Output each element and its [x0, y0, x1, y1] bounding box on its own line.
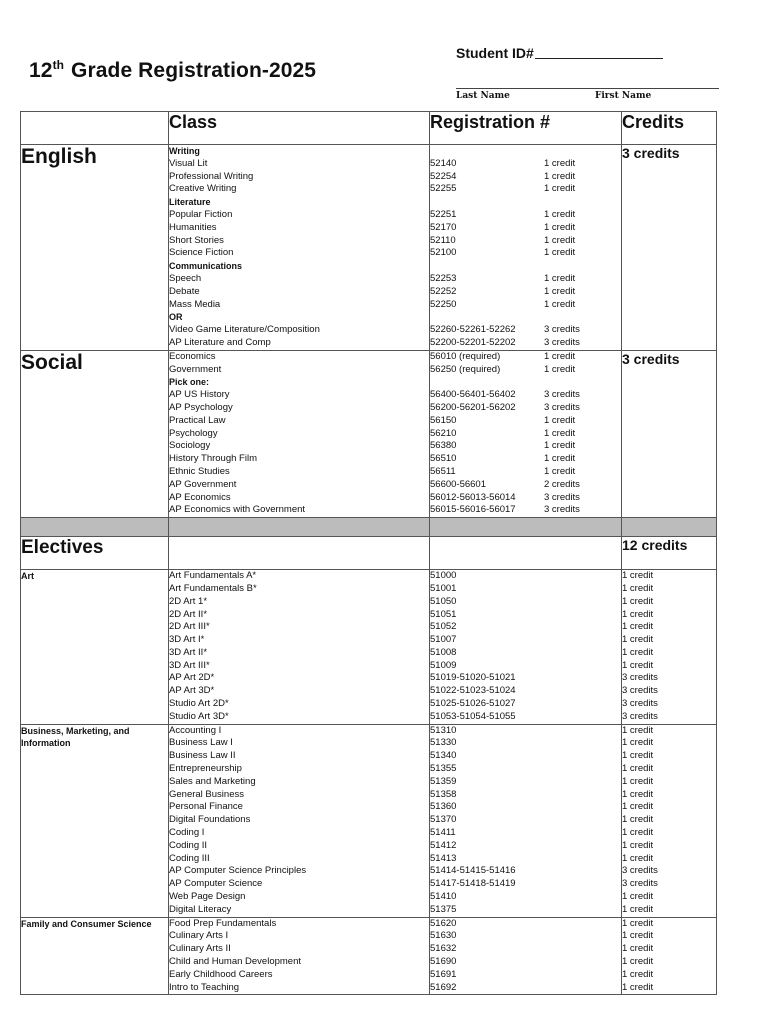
registration-entry — [430, 351, 621, 364]
class-name: 2D Art II* — [169, 608, 208, 620]
registration-number: 51410 — [430, 891, 457, 903]
credit-value: 1 credit — [622, 891, 654, 903]
registration-entry — [430, 209, 621, 222]
english-section — [21, 145, 717, 351]
registration-entry — [430, 324, 621, 337]
class-name: Coding III — [169, 852, 210, 864]
empty-cell — [430, 537, 622, 570]
class-list — [169, 724, 430, 917]
credit-value: 1 credit — [622, 801, 654, 813]
registration-number: 51053-51054-51055 — [430, 710, 516, 722]
registration-number: 51001 — [430, 582, 457, 594]
registration-number — [430, 260, 544, 273]
credit-value — [544, 311, 604, 324]
credit-value: 1 credit — [622, 943, 654, 955]
separator-cell — [21, 518, 169, 537]
credit-value: 3 credits — [544, 491, 580, 503]
credit-value: 1 credit — [622, 646, 654, 658]
credit-value: 3 credits — [622, 710, 658, 722]
class-name: Ethnic Studies — [169, 465, 230, 477]
class-name: Short Stories — [169, 234, 224, 246]
registration-entry — [430, 337, 621, 350]
registration-number: 51358 — [430, 788, 457, 800]
class-name: 3D Art I* — [169, 634, 205, 646]
page-title: 12th Grade Registration-2025 — [29, 58, 317, 82]
credit-value: 1 credit — [622, 981, 654, 993]
class-name: Early Childhood Careers — [169, 968, 273, 980]
credit-value: 1 credit — [544, 247, 576, 259]
class-name: Digital Literacy — [169, 903, 232, 915]
registration-number: 51692 — [430, 981, 457, 993]
registration-number: 56200-56201-56202 — [430, 401, 516, 413]
registration-number: 56010 (required) — [430, 350, 501, 362]
class-name: Culinary Arts I — [169, 930, 229, 942]
credits-header: Credits — [622, 112, 717, 145]
registration-entry — [430, 222, 621, 235]
registration-entry — [430, 299, 621, 312]
registration-number: 51022-51023-51024 — [430, 685, 516, 697]
registration-number: 51007 — [430, 634, 457, 646]
elective-group — [21, 570, 717, 725]
registration-entry — [430, 183, 621, 196]
credit-value: 1 credit — [622, 788, 654, 800]
class-name: Coding I — [169, 827, 205, 839]
registration-number: 51310 — [430, 724, 457, 736]
registration-number: 51414-51415-51416 — [430, 865, 516, 877]
registration-entry — [430, 273, 621, 286]
registration-number: 52253 — [430, 272, 457, 284]
class-name: Web Page Design — [169, 891, 246, 903]
registration-number: 56012-56013-56014 — [430, 491, 516, 503]
credit-value: 1 credit — [622, 956, 654, 968]
credit-value: 1 credit — [544, 298, 576, 310]
credit-value: 1 credit — [622, 839, 654, 851]
category-label: Communications — [169, 261, 243, 272]
class-name: Professional Writing — [169, 170, 254, 182]
registration-number: 56510 — [430, 453, 457, 465]
first-name-label: First Name — [595, 91, 652, 101]
credit-value: 1 credit — [544, 414, 576, 426]
credit-value: 1 credit — [544, 350, 576, 362]
registration-number: 51025-51026-51027 — [430, 698, 516, 710]
registration-number: 51000 — [430, 570, 457, 582]
registration-number — [430, 196, 544, 209]
credit-value: 1 credit — [544, 440, 576, 452]
registration-number: 51050 — [430, 595, 457, 607]
class-name: Government — [169, 363, 222, 375]
credit-value: 1 credit — [622, 775, 654, 787]
empty-cell — [169, 537, 430, 570]
class-name: 3D Art II* — [169, 646, 208, 658]
registration-entry — [430, 440, 621, 453]
registration-number: 51375 — [430, 903, 457, 915]
registration-number: 56015-56016-56017 — [430, 504, 516, 516]
registration-entry — [430, 196, 621, 209]
credit-value: 3 credits — [544, 504, 580, 516]
credit-value: 3 credits — [622, 878, 658, 890]
class-name: Art Fundamentals A* — [169, 570, 257, 582]
elective-subject: Business, Marketing, and Information — [21, 724, 169, 917]
class-name: 2D Art III* — [169, 621, 210, 633]
registration-entry — [430, 171, 621, 184]
registration-number — [430, 145, 544, 158]
social-section — [21, 350, 717, 517]
class-name: History Through Film — [169, 453, 257, 465]
credit-value: 1 credit — [544, 465, 576, 477]
required-credits: 3 credits — [622, 350, 717, 517]
registration-number: 51412 — [430, 839, 457, 851]
class-name: Coding II — [169, 839, 208, 851]
registration-number: 51360 — [430, 801, 457, 813]
credit-value: 1 credit — [544, 234, 576, 246]
class-name: 2D Art 1* — [169, 595, 208, 607]
credit-value: 1 credit — [622, 814, 654, 826]
elective-subject: Family and Consumer Science — [21, 917, 169, 995]
class-name: General Business — [169, 788, 244, 800]
registration-entry — [430, 415, 621, 428]
registration-number: 51340 — [430, 750, 457, 762]
registration-entry — [430, 247, 621, 260]
credit-value: 2 credits — [544, 478, 580, 490]
registration-entry — [430, 492, 621, 505]
registration-number: 51690 — [430, 956, 457, 968]
class-name: Studio Art 2D* — [169, 698, 229, 710]
registration-entry — [430, 364, 621, 377]
credit-value: 1 credit — [622, 917, 654, 929]
class-name: AP Psychology — [169, 401, 233, 413]
elective-subject: Art — [21, 570, 169, 725]
credit-value: 1 credit — [622, 763, 654, 775]
credit-value: 1 credit — [544, 453, 576, 465]
registration-entry — [430, 311, 621, 324]
subject-label: English — [21, 145, 169, 351]
registration-entry — [430, 402, 621, 415]
registration-number — [430, 311, 544, 324]
class-name: AP Economics — [169, 491, 231, 503]
class-name: Personal Finance — [169, 801, 243, 813]
credit-list — [622, 570, 717, 725]
credit-value: 1 credit — [622, 659, 654, 671]
electives-header-row — [21, 537, 717, 570]
class-name: AP Art 3D* — [169, 685, 215, 697]
registration-number: 56600-56601 — [430, 478, 486, 490]
registration-number: 51370 — [430, 814, 457, 826]
registration-number: 56380 — [430, 440, 457, 452]
registration-entry — [430, 286, 621, 299]
credit-value — [544, 260, 604, 273]
class-list — [169, 570, 430, 725]
student-id-field[interactable]: Student ID# — [456, 45, 663, 61]
credit-value: 1 credit — [544, 183, 576, 195]
class-name: 3D Art III* — [169, 659, 210, 671]
registration-number: 52250 — [430, 298, 457, 310]
registration-number: 52251 — [430, 208, 457, 220]
registration-entry — [430, 158, 621, 171]
registration-number: 52100 — [430, 247, 457, 259]
category-label: Writing — [169, 146, 200, 156]
class-name: Popular Fiction — [169, 208, 233, 220]
credit-list — [622, 724, 717, 917]
elective-group — [21, 917, 717, 995]
registration-number: 52254 — [430, 170, 457, 182]
class-name: AP Government — [169, 478, 237, 490]
required-credits: 3 credits — [622, 145, 717, 351]
credit-value: 1 credit — [544, 170, 576, 182]
registration-entry — [430, 453, 621, 466]
registration-entry — [430, 466, 621, 479]
credit-value: 3 credits — [544, 389, 580, 401]
registration-number: 51630 — [430, 930, 457, 942]
class-header: Class — [169, 112, 430, 145]
registration-number: 56400-56401-56402 — [430, 389, 516, 401]
credit-value: 3 credits — [622, 685, 658, 697]
credit-value: 1 credit — [622, 852, 654, 864]
registration-header: Registration # — [430, 112, 622, 145]
registration-number: 51052 — [430, 621, 457, 633]
class-name: AP Economics with Government — [169, 504, 306, 516]
class-name: Art Fundamentals B* — [169, 582, 257, 594]
credit-value: 3 credits — [544, 401, 580, 413]
class-name: Humanities — [169, 221, 217, 233]
registration-list — [430, 350, 622, 517]
class-name: Psychology — [169, 427, 218, 439]
registration-number: 51051 — [430, 608, 457, 620]
credit-value: 1 credit — [622, 634, 654, 646]
registration-list — [430, 917, 622, 995]
class-name: Debate — [169, 285, 200, 297]
registration-number: 51413 — [430, 852, 457, 864]
registration-entry — [430, 235, 621, 248]
credit-value: 1 credit — [544, 208, 576, 220]
registration-number: 51330 — [430, 737, 457, 749]
credit-value — [544, 196, 604, 209]
credit-value: 1 credit — [622, 570, 654, 582]
registration-number: 52170 — [430, 221, 457, 233]
class-name: AP US History — [169, 389, 230, 401]
registration-number: 51417-51418-51419 — [430, 878, 516, 890]
credit-value: 1 credit — [544, 221, 576, 233]
registration-number: 51691 — [430, 968, 457, 980]
class-name: Sociology — [169, 440, 211, 452]
class-name: Visual Lit — [169, 157, 208, 169]
electives-credits: 12 credits — [622, 537, 717, 570]
class-list — [169, 145, 430, 351]
class-name: AP Literature and Comp — [169, 336, 271, 348]
class-name: AP Computer Science Principles — [169, 865, 307, 877]
registration-number: 51009 — [430, 659, 457, 671]
registration-entry — [430, 376, 621, 389]
registration-number: 52260-52261-52262 — [430, 324, 516, 336]
credit-value — [544, 145, 604, 158]
registration-list — [430, 570, 622, 725]
registration-number: 56210 — [430, 427, 457, 439]
registration-number: 56150 — [430, 414, 457, 426]
last-name-label: Last Name — [456, 91, 510, 101]
credit-value — [544, 376, 604, 389]
credit-value: 1 credit — [544, 363, 576, 375]
separator-cell — [430, 518, 622, 537]
registration-entry — [430, 260, 621, 273]
class-name: Intro to Teaching — [169, 981, 240, 993]
class-name: Economics — [169, 350, 216, 362]
class-name: Creative Writing — [169, 183, 237, 195]
class-name: Video Game Literature/Composition — [169, 324, 320, 336]
credit-value: 1 credit — [622, 827, 654, 839]
credit-value: 1 credit — [622, 621, 654, 633]
class-list — [169, 350, 430, 517]
registration-entry — [430, 479, 621, 492]
registration-number: 56511 — [430, 465, 456, 477]
credit-value: 3 credits — [544, 324, 580, 336]
category-label: Pick one: — [169, 377, 210, 388]
credit-value: 1 credit — [544, 157, 576, 169]
registration-number: 51008 — [430, 646, 457, 658]
category-label: OR — [169, 312, 183, 323]
registration-number: 51019-51020-51021 — [430, 672, 516, 684]
class-name: Business Law II — [169, 750, 236, 762]
registration-entry — [430, 145, 621, 158]
credit-value: 1 credit — [622, 608, 654, 620]
class-name: Science Fiction — [169, 247, 234, 259]
credit-value: 1 credit — [544, 285, 576, 297]
registration-number: 52200-52201-52202 — [430, 336, 516, 348]
credit-value: 1 credit — [622, 750, 654, 762]
credit-value: 1 credit — [622, 903, 654, 915]
registration-entry — [430, 389, 621, 402]
credit-list — [622, 917, 717, 995]
registration-number: 51359 — [430, 775, 457, 787]
class-name: AP Art 2D* — [169, 672, 215, 684]
class-name: Accounting I — [169, 724, 222, 736]
separator-cell — [169, 518, 430, 537]
registration-number: 52140 — [430, 157, 457, 169]
credit-value: 1 credit — [544, 427, 576, 439]
subject-label: Social — [21, 350, 169, 517]
separator-row — [21, 518, 717, 537]
registration-number: 51620 — [430, 917, 457, 929]
credit-value: 1 credit — [622, 930, 654, 942]
registration-number: 51411 — [430, 827, 456, 839]
class-name: Food Prep Fundamentals — [169, 917, 277, 929]
class-name: Sales and Marketing — [169, 775, 256, 787]
class-name: Entrepreneurship — [169, 763, 242, 775]
registration-list — [430, 145, 622, 351]
class-list — [169, 917, 430, 995]
electives-title: Electives — [21, 537, 169, 570]
class-name: Digital Foundations — [169, 814, 251, 826]
registration-number: 51355 — [430, 763, 457, 775]
class-name: Speech — [169, 272, 202, 284]
registration-entry — [430, 504, 621, 517]
registration-list — [430, 724, 622, 917]
registration-number: 52252 — [430, 285, 457, 297]
class-name: Mass Media — [169, 298, 221, 310]
credit-value: 3 credits — [622, 672, 658, 684]
credit-value: 1 credit — [622, 582, 654, 594]
registration-number — [430, 376, 544, 389]
credit-value: 1 credit — [622, 724, 654, 736]
registration-entry — [430, 428, 621, 441]
registration-number: 51632 — [430, 943, 457, 955]
class-name: AP Computer Science — [169, 878, 263, 890]
credit-value: 1 credit — [622, 737, 654, 749]
registration-table — [20, 111, 717, 995]
class-name: Studio Art 3D* — [169, 710, 229, 722]
name-entry-line[interactable] — [456, 88, 719, 89]
registration-number: 56250 (required) — [430, 363, 501, 375]
header-row — [21, 112, 717, 145]
registration-number: 52255 — [430, 183, 457, 195]
class-name: Business Law I — [169, 737, 233, 749]
registration-number: 52110 — [430, 234, 456, 246]
credit-value: 3 credits — [622, 865, 658, 877]
class-name: Culinary Arts II — [169, 943, 231, 955]
credit-value: 1 credit — [622, 595, 654, 607]
elective-group — [21, 724, 717, 917]
class-name: Child and Human Development — [169, 956, 302, 968]
credit-value: 3 credits — [622, 698, 658, 710]
class-name: Practical Law — [169, 414, 226, 426]
credit-value: 1 credit — [622, 968, 654, 980]
credit-value: 1 credit — [544, 272, 576, 284]
credit-value: 3 credits — [544, 336, 580, 348]
category-label: Literature — [169, 197, 211, 208]
separator-cell — [622, 518, 717, 537]
